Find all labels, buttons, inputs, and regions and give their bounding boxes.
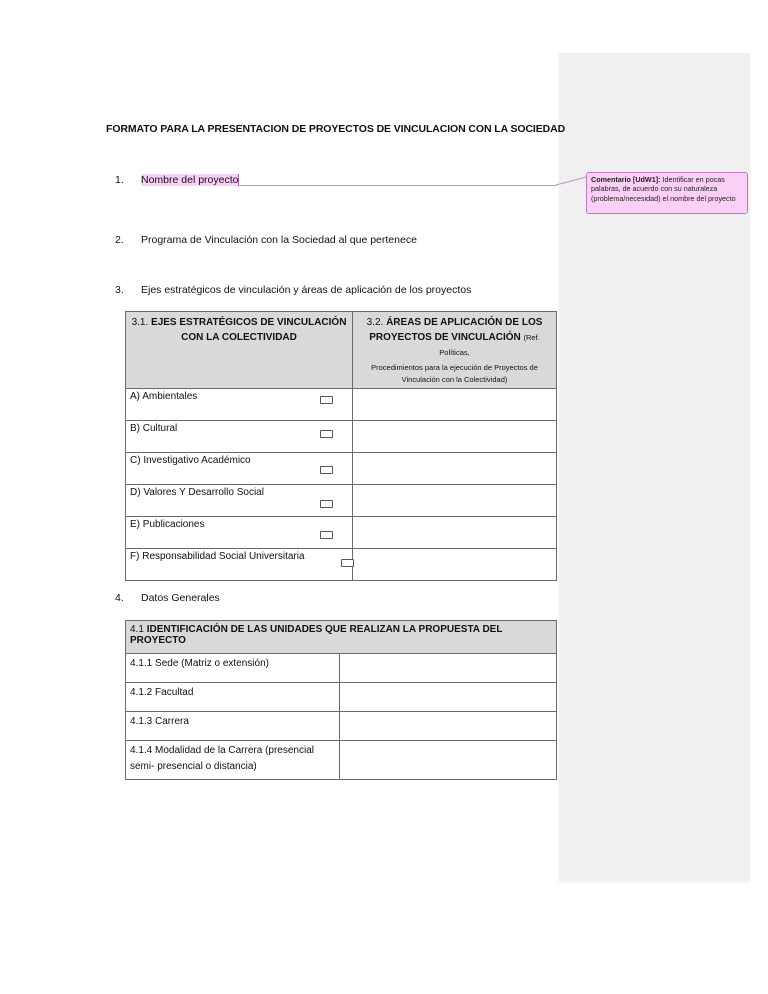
area-cell[interactable]: [353, 389, 557, 421]
table-row: [126, 654, 557, 683]
general-data-table: [125, 620, 557, 780]
field-label: 4.1.2 Facultad: [126, 683, 340, 712]
section-number: 4.: [115, 592, 124, 604]
units-header: [126, 621, 557, 654]
axes-header: [126, 312, 353, 389]
axes-areas-table: [125, 311, 557, 581]
document-title: FORMATO PARA LA PRESENTACION DE PROYECTOS DE VINCULACION CON LA SOCIEDAD: [106, 123, 566, 135]
comment-author-tag: Comentario [UdW1]:: [591, 175, 661, 184]
checkbox[interactable]: [320, 396, 333, 404]
axis-option-e: [126, 517, 353, 549]
axis-label: D) Valores Y Desarrollo Social: [130, 487, 264, 498]
axis-label: F) Responsabilidad Social Universitaria: [130, 551, 305, 562]
areas-header-prefix: 3.2.: [366, 317, 387, 328]
section-label: Ejes estratégicos de vinculación y áreas de aplicación de los proyectos: [141, 284, 472, 296]
checkbox[interactable]: [320, 466, 333, 474]
axis-option-c: [126, 453, 353, 485]
table-row: [126, 485, 557, 517]
section-label: Datos Generales: [141, 592, 220, 604]
areas-header-text: ÁREAS DE APLICACIÓN DE LOS PROYECTOS DE VINCULACIÓN: [369, 317, 543, 343]
field-label: 4.1.1 Sede (Matriz o extensión): [126, 654, 340, 683]
axes-header-prefix: 3.1.: [131, 317, 152, 328]
section-4: [115, 592, 220, 604]
axis-option-d: [126, 485, 353, 517]
section-3: [115, 284, 471, 296]
checkbox[interactable]: [320, 531, 333, 539]
field-value-modalidad[interactable]: [340, 741, 557, 780]
axis-label: E) Publicaciones: [130, 519, 205, 530]
area-cell[interactable]: [353, 485, 557, 517]
areas-header: [353, 312, 557, 389]
area-cell[interactable]: [353, 421, 557, 453]
checkbox[interactable]: [320, 500, 333, 508]
section-1: [115, 174, 239, 186]
field-value-sede[interactable]: [340, 654, 557, 683]
comment-balloon[interactable]: [586, 172, 748, 214]
table-row: [126, 712, 557, 741]
checkbox[interactable]: [320, 430, 333, 438]
field-label: 4.1.3 Carrera: [126, 712, 340, 741]
axis-option-b: [126, 421, 353, 453]
section-number: 3.: [115, 284, 124, 296]
table-row: [126, 741, 557, 780]
axes-header-text: EJES ESTRATÉGICOS DE VINCULACIÓN CON LA COLECTIVIDAD: [151, 317, 347, 343]
section-number: 2.: [115, 234, 124, 246]
axis-label: A) Ambientales: [130, 391, 198, 402]
axis-label: C) Investigativo Académico: [130, 455, 251, 466]
table-row: [126, 549, 557, 581]
section-number: 1.: [115, 174, 124, 186]
units-header-prefix: 4.1: [130, 624, 147, 635]
table-row: [126, 421, 557, 453]
area-cell[interactable]: [353, 517, 557, 549]
checkbox[interactable]: [341, 559, 354, 567]
table-row: [126, 453, 557, 485]
area-cell[interactable]: [353, 549, 557, 581]
axis-label: B) Cultural: [130, 423, 178, 434]
table-row: [126, 389, 557, 421]
table-row: [126, 683, 557, 712]
units-header-text: IDENTIFICACIÓN DE LAS UNIDADES QUE REALIZAN LA PROPUESTA DEL PROYECTO: [130, 624, 503, 646]
section-2: [115, 234, 417, 246]
comment-text: Identificar en pocas palabras, de acuerdo con su naturaleza (problema/necesidad) el nombre del proyecto: [591, 175, 736, 203]
comment-connector-line: [556, 176, 586, 186]
areas-header-note: Procedimientos para la ejecución de Proyectos de Vinculación con la Colectividad): [371, 363, 538, 384]
commented-text-project-name[interactable]: Nombre del proyecto: [141, 174, 239, 186]
axis-option-f: [126, 549, 353, 581]
field-value-facultad[interactable]: [340, 683, 557, 712]
table-row: [126, 517, 557, 549]
field-value-carrera[interactable]: [340, 712, 557, 741]
comment-anchor-line: [239, 185, 557, 186]
areas-header-ref: (Ref. Políticas,: [439, 333, 540, 357]
area-cell[interactable]: [353, 453, 557, 485]
axis-option-a: [126, 389, 353, 421]
field-label: 4.1.4 Modalidad de la Carrera (presencial semi- presencial o distancia): [126, 741, 340, 780]
section-label: Programa de Vinculación con la Sociedad al que pertenece: [141, 234, 417, 246]
